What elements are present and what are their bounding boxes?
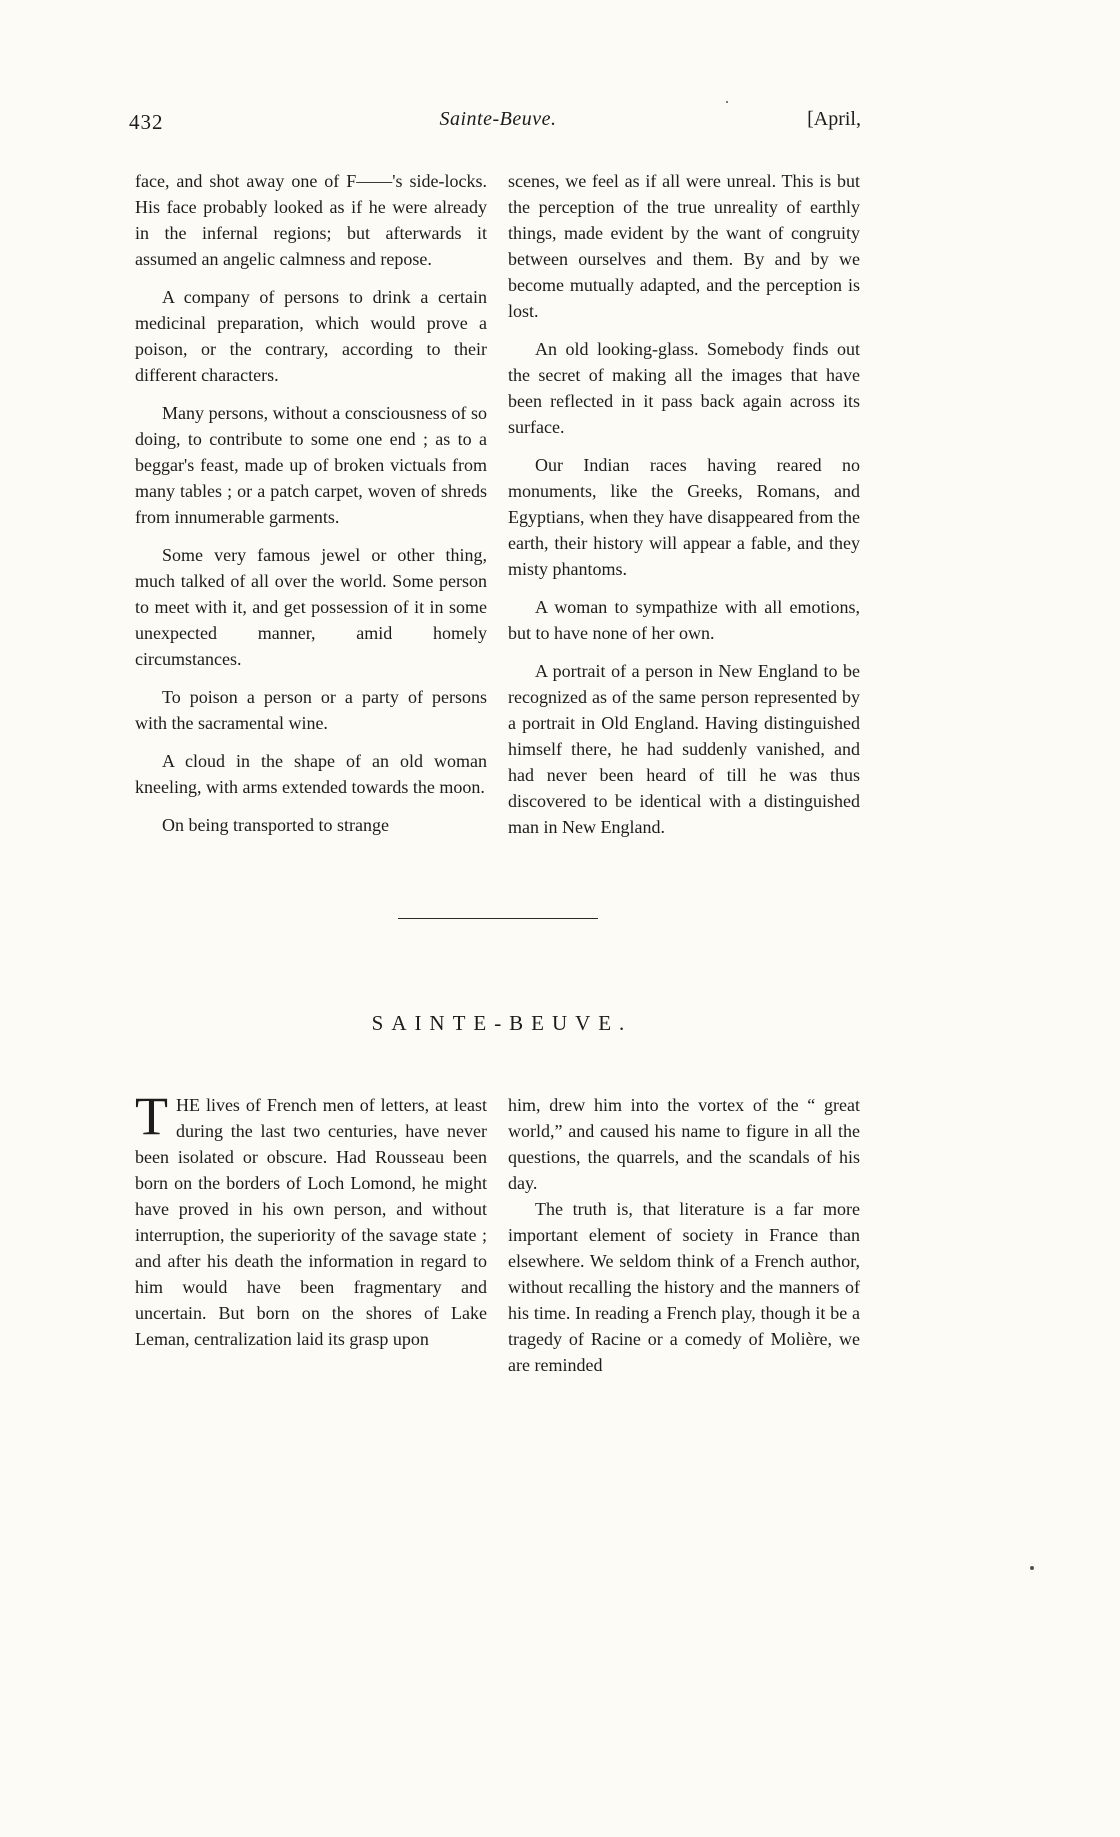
running-title: Sainte-Beuve. [439,108,557,130]
fragments-left-column [135,168,487,852]
section-divider [398,918,598,919]
paragraph-text: HE lives of French men of letters, at least during the last two centuries, have never been isolated or obscure. Had Rousseau been born on the borders of Loch Lomond, he might have proved in his own person, and without interruption, the superiority of the savage state ; and after his death the information in regard to him would have been fragmentary and uncertain. But born on the shores of Lake Leman, centralization laid its grasp upon [135,1095,487,1349]
drop-cap: T [135,1086,168,1146]
paragraph: Many persons, without a consciousness of so doing, to contribute to some one end ; as to a beggar's feast, made up of broken victuals from many tables ; or a patch carpet, woven of shreds from innumerable garments. [135,403,487,527]
paragraph: A portrait of a person in New England to be recognized as of the same person represented by a portrait in Old England. Having distinguished himself there, he had suddenly vanished, and had never been heard of till he was thus discovered to be identical with a distinguished man in New England. [508,661,860,837]
paragraph: Our Indian races having reared no monuments, like the Greeks, Romans, and Egyptians, when they have disappeared from the earth, their history will appear a fable, and they misty phantoms. [508,455,860,579]
section-divider-wrap [135,918,861,919]
page-content [129,108,861,1378]
paragraph: To poison a person or a party of persons with the sacramental wine. [135,687,487,733]
paragraph: Some very famous jewel or other thing, much talked of all over the world. Some person to meet with it, and get possession of it in some unexpected manner, amid homely circumstances. [135,545,487,669]
paragraph: An old looking-glass. Somebody finds out the secret of making all the images that have been reflected in it pass back again across its surface. [508,339,860,437]
fragments-section [135,168,861,852]
paragraph [135,1086,487,1352]
page-header [129,108,861,142]
article-left-column [135,1086,487,1378]
paragraph: face, and shot away one of F——'s side-locks. His face probably looked as if he were already in the infernal regions; but afterwards it assumed an angelic calmness and repose. [135,171,487,269]
paragraph: On being transported to strange [162,815,389,835]
page-number: 432 [129,110,164,134]
paragraph: A woman to sympathize with all emotions, but to have none of her own. [508,597,860,643]
paragraph: A cloud in the shape of an old woman kneeling, with arms extended towards the moon. [135,751,487,797]
article-section [135,1086,861,1378]
scan-speck [1030,1566,1034,1570]
issue-date: [April, [807,108,861,130]
paragraph: A company of persons to drink a certain medicinal preparation, which would prove a poison, or the contrary, according to their different characters. [135,287,487,385]
scan-speck [726,101,728,103]
fragments-right-column [508,168,860,852]
article-right-column [508,1092,860,1378]
paragraph: The truth is, that literature is a far more important element of society in France than elsewhere. We seldom think of a French author, without recalling the history and the manners of his time. In reading a French play, though it be a tragedy of Racine or a comedy of Molière, we are reminded [508,1199,860,1375]
paragraph: scenes, we feel as if all were unreal. This is but the perception of the true unreality of earthly things, made evident by the want of congruity between ourselves and them. By and by we become mutually adapted, and the perception is lost. [508,171,860,321]
article-title: SAINTE-BEUVE. [371,1011,633,1035]
paragraph: him, drew him into the vortex of the “ great world,” and caused his name to figure in all the questions, the quarrels, and the scandals of his day. [508,1095,860,1193]
